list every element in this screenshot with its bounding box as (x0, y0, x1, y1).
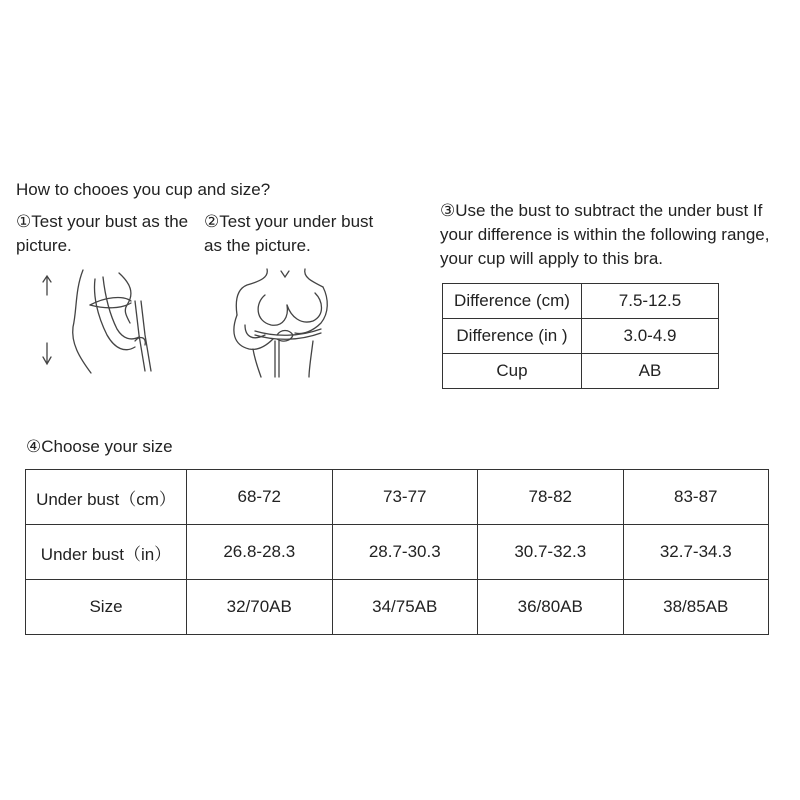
table-cell: 83-87 (623, 470, 769, 525)
table-cell: 78-82 (478, 470, 624, 525)
step1-text: ①Test your bust as the picture. (16, 212, 189, 255)
table-cell: AB (582, 354, 719, 389)
table-cell: 3.0-4.9 (582, 319, 719, 354)
table-cell: 32.7-34.3 (623, 525, 769, 580)
table-row (26, 525, 769, 580)
table-cell: Difference (cm) (443, 284, 582, 319)
table-cell: Size (26, 580, 187, 635)
table-row (443, 284, 719, 319)
size-table (25, 469, 769, 635)
step4-text: ④Choose your size (26, 437, 173, 456)
cup-difference-table (442, 283, 719, 389)
table-row (26, 470, 769, 525)
table-cell: 30.7-32.3 (478, 525, 624, 580)
table-cell: Under bust（cm） (26, 470, 187, 525)
table-cell: 68-72 (187, 470, 333, 525)
table-cell: 34/75AB (332, 580, 478, 635)
under-bust-measure-figure-icon (225, 265, 345, 380)
step2-text: ②Test your under bust as the picture. (204, 212, 374, 255)
table-cell: Difference (in ) (443, 319, 582, 354)
table-row (443, 319, 719, 354)
table-cell: 73-77 (332, 470, 478, 525)
table-cell: 36/80AB (478, 580, 624, 635)
table-cell: 32/70AB (187, 580, 333, 635)
table-cell: 38/85AB (623, 580, 769, 635)
table-cell: 28.7-30.3 (332, 525, 478, 580)
step3-text: ③Use the bust to subtract the under bust If your difference is within the following range, your cup will apply to this bra. (440, 201, 770, 268)
bust-measure-figure-icon (35, 265, 165, 380)
page-title: How to chooes you cup and size? (16, 180, 271, 199)
table-cell: 26.8-28.3 (187, 525, 333, 580)
table-cell: 7.5-12.5 (582, 284, 719, 319)
table-cell: Cup (443, 354, 582, 389)
table-cell: Under bust（in） (26, 525, 187, 580)
table-row (443, 354, 719, 389)
table-row (26, 580, 769, 635)
